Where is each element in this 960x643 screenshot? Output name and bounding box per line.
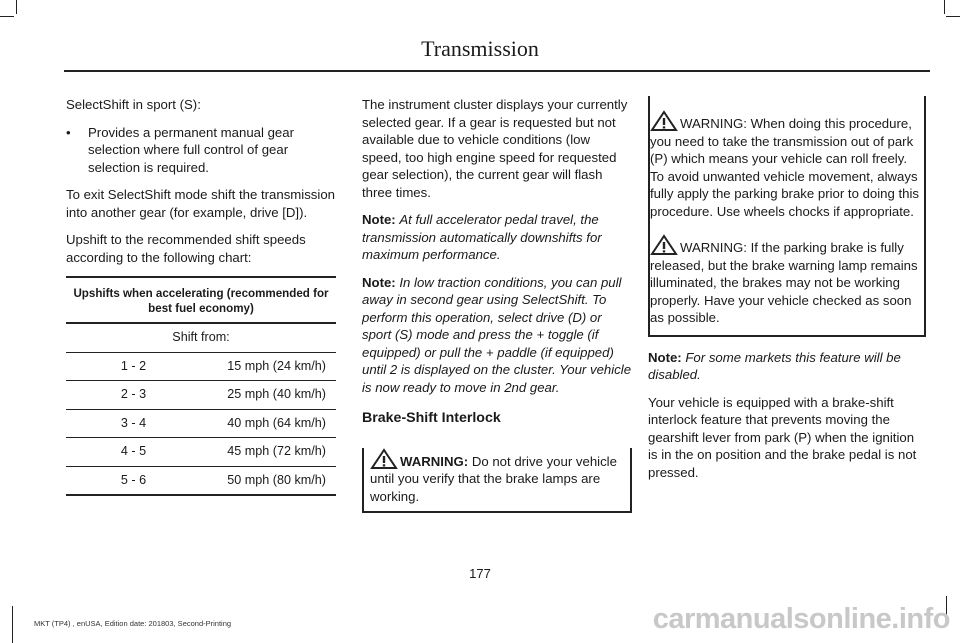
crop-mark bbox=[16, 0, 17, 14]
warning-triangle-icon bbox=[370, 448, 398, 470]
paragraph: The instrument cluster displays your currently selected gear. If a gear is requested but not available due to vehicle conditions (low speed, too high engine speed for requested gear selection), the current gear will flash three times. bbox=[362, 97, 628, 200]
table-row bbox=[66, 438, 336, 467]
bullet-item bbox=[66, 124, 338, 177]
note-text: For some markets this feature will be disabled. bbox=[648, 349, 901, 382]
page-title: Transmission bbox=[421, 36, 539, 61]
warning-label: WARNING: bbox=[400, 453, 469, 469]
table-header: Upshifts when accelerating (recommended for best fuel economy) bbox=[66, 277, 336, 323]
warning-label: WARNING: bbox=[680, 116, 747, 131]
bullet-dot: • bbox=[66, 124, 71, 140]
table-row bbox=[66, 352, 336, 381]
column-middle bbox=[362, 96, 632, 513]
warning-text: If the parking brake is fully released, but the brake warning lamp remains illuminated, the brakes may not be working properly. Have your vehicle checked as soon as possible. bbox=[650, 240, 918, 325]
speed-cell: 15 mph (24 km/h) bbox=[201, 352, 336, 381]
column-left bbox=[66, 96, 338, 496]
warning-triangle-icon bbox=[650, 234, 678, 256]
crop-mark bbox=[944, 0, 945, 14]
warning-text: When doing this procedure, you need to take the transmission out of park (P) which means your vehicle can roll freely. To avoid unwanted vehicle movement, always fully apply the parking brake prior to doing this procedure. Use wheels chocks if appropriate. bbox=[650, 116, 920, 219]
paragraph: Upshift to the recommended shift speeds according to the following chart: bbox=[66, 232, 306, 265]
note-label: Note: bbox=[362, 212, 396, 227]
warning-paragraph bbox=[370, 448, 624, 506]
gear-range-cell: 1 - 2 bbox=[66, 352, 201, 381]
note-label: Note: bbox=[648, 349, 682, 365]
edition-footer: MKT (TP4) , enUSA, Edition date: 201803, Second-Printing bbox=[34, 619, 232, 628]
note-text: At full accelerator pedal travel, the transmission automatically downshifts for maximum performance. bbox=[362, 212, 602, 262]
note-label: Note: bbox=[362, 274, 396, 290]
gear-range-cell: 4 - 5 bbox=[66, 438, 201, 467]
speed-cell: 40 mph (64 km/h) bbox=[201, 409, 336, 438]
watermark-logo: carmanualsonline.info bbox=[652, 603, 950, 635]
warning-box bbox=[362, 448, 632, 514]
warning-paragraph bbox=[650, 234, 920, 327]
section-intro: SelectShift in sport (S): bbox=[66, 97, 201, 112]
paragraph: Your vehicle is equipped with a brake-shift interlock feature that prevents moving the gearshift lever from park (P) when the ignition is in the on position and the brake pedal is not pressed. bbox=[648, 394, 917, 480]
note-text: In low traction conditions, you can pull away in second gear using SelectShift. To perform this operation, select drive (D) or sport (S) mode and press the + toggle (if equipped) or pull the + paddle (if equipped) until 2 is displayed on the cluster. Your vehicle is now ready to move in 2nd gear. bbox=[362, 274, 632, 395]
note bbox=[362, 274, 632, 397]
bullet-text: Provides a permanent manual gear selection where full control of gear selection is required. bbox=[88, 124, 294, 175]
warning-text: Do not drive your vehicle until you verify that the brake lamps are working. bbox=[370, 453, 617, 504]
gear-range-cell: 5 - 6 bbox=[66, 466, 201, 495]
table-row bbox=[66, 466, 336, 495]
speed-cell: 25 mph (40 km/h) bbox=[201, 381, 336, 410]
table-row bbox=[66, 409, 336, 438]
speed-cell: 45 mph (72 km/h) bbox=[201, 438, 336, 467]
crop-mark bbox=[0, 16, 14, 17]
header-divider bbox=[64, 70, 930, 72]
table-subheader: Shift from: bbox=[66, 323, 336, 352]
note bbox=[648, 349, 926, 384]
gear-range-cell: 3 - 4 bbox=[66, 409, 201, 438]
paragraph: To exit SelectShift mode shift the transmission into another gear (for example, drive [D]). bbox=[66, 187, 335, 220]
section-heading: Brake-Shift Interlock bbox=[362, 410, 501, 426]
speed-cell: 50 mph (80 km/h) bbox=[201, 466, 336, 495]
warning-label: WARNING: bbox=[680, 240, 747, 255]
gear-range-cell: 2 - 3 bbox=[66, 381, 201, 410]
column-right bbox=[648, 96, 926, 491]
warning-paragraph bbox=[650, 110, 920, 220]
table-row bbox=[66, 381, 336, 410]
warning-triangle-icon bbox=[650, 110, 678, 132]
page-number: 177 bbox=[469, 566, 491, 581]
crop-mark bbox=[946, 16, 960, 17]
crop-mark bbox=[12, 606, 13, 643]
shift-speed-table bbox=[66, 276, 336, 496]
warning-box bbox=[648, 96, 926, 337]
note bbox=[362, 211, 632, 264]
